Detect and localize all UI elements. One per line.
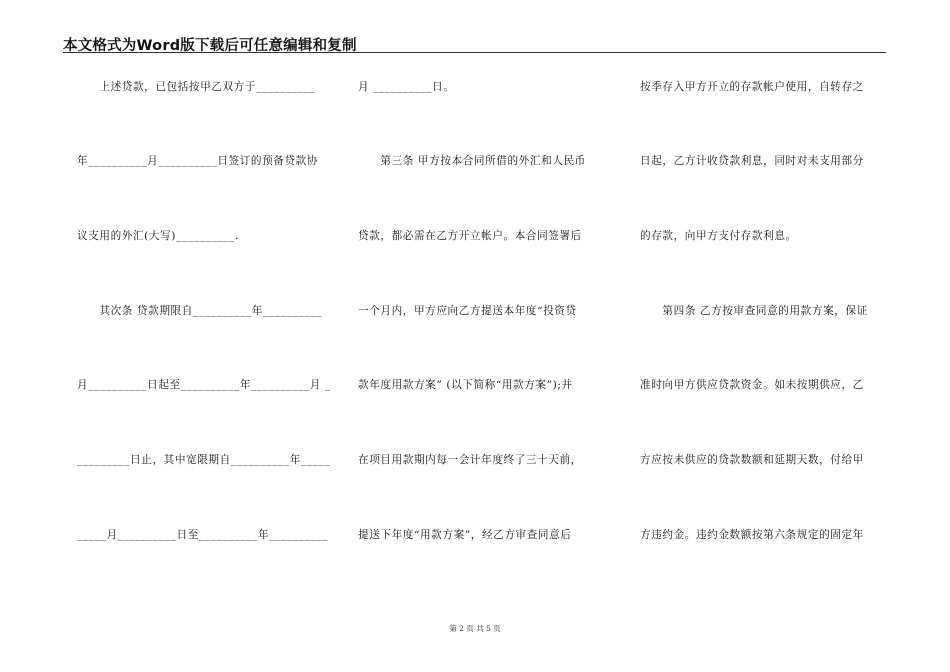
page-number-footer: 第 2 页 共 5 页 [449,624,501,633]
text-line: 第三条 甲方按本合同所借的外汇和人民币 [358,155,586,167]
text-line: 月 __________日。 [358,81,455,93]
text-line: 的存款，向甲方支付存款利息。 [640,230,797,242]
text-line: 上述贷款，已包括按甲乙双方于__________ [77,81,316,93]
text-line: 议支用的外汇(大写)__________. [77,230,239,242]
text-line: 一个月内，甲方应向乙方提送本年度“投资贷 [358,305,577,317]
text-line: 方应按未供应的贷款数额和延期天数，付给甲 [640,454,864,466]
text-line: _________日止，其中宽限期自__________年_____ [77,454,331,466]
text-line: 款年度用款方案” (以下简称“用款方案”);并 [358,379,573,391]
text-line: 方违约金。违约金数额按第六条规定的固定年 [640,529,864,541]
text-line: 日起，乙方计收贷款利息，同时对未支用部分 [640,155,864,167]
text-line: 月__________日起至__________年__________月 _ [77,379,331,391]
text-line: 在项目用款期内每一会计年度终了三十天前， [358,454,582,466]
text-line: 贷款，都必需在乙方开立帐户。本合同签署后 [358,230,582,242]
document-header-title: 本文格式为Word版下载后可任意编辑和复制 [63,38,357,54]
text-line: 第四条 乙方按审查同意的用款方案，保证 [640,305,868,317]
header-divider [63,52,886,53]
text-line: 提送下年度“用款方案”，经乙方审查同意后 [358,529,572,541]
text-line: 准时向甲方供应贷款资金。如未按期供应，乙 [640,379,864,391]
text-line: 按季存入甲方开立的存款帐户使用，自转存之 [640,81,864,93]
text-line: 其次条 贷款期限自__________年__________ [77,305,323,317]
text-line: _____月__________日至__________年__________ [77,529,329,541]
text-line: 年__________月__________日签订的预备贷款协 [77,155,319,167]
